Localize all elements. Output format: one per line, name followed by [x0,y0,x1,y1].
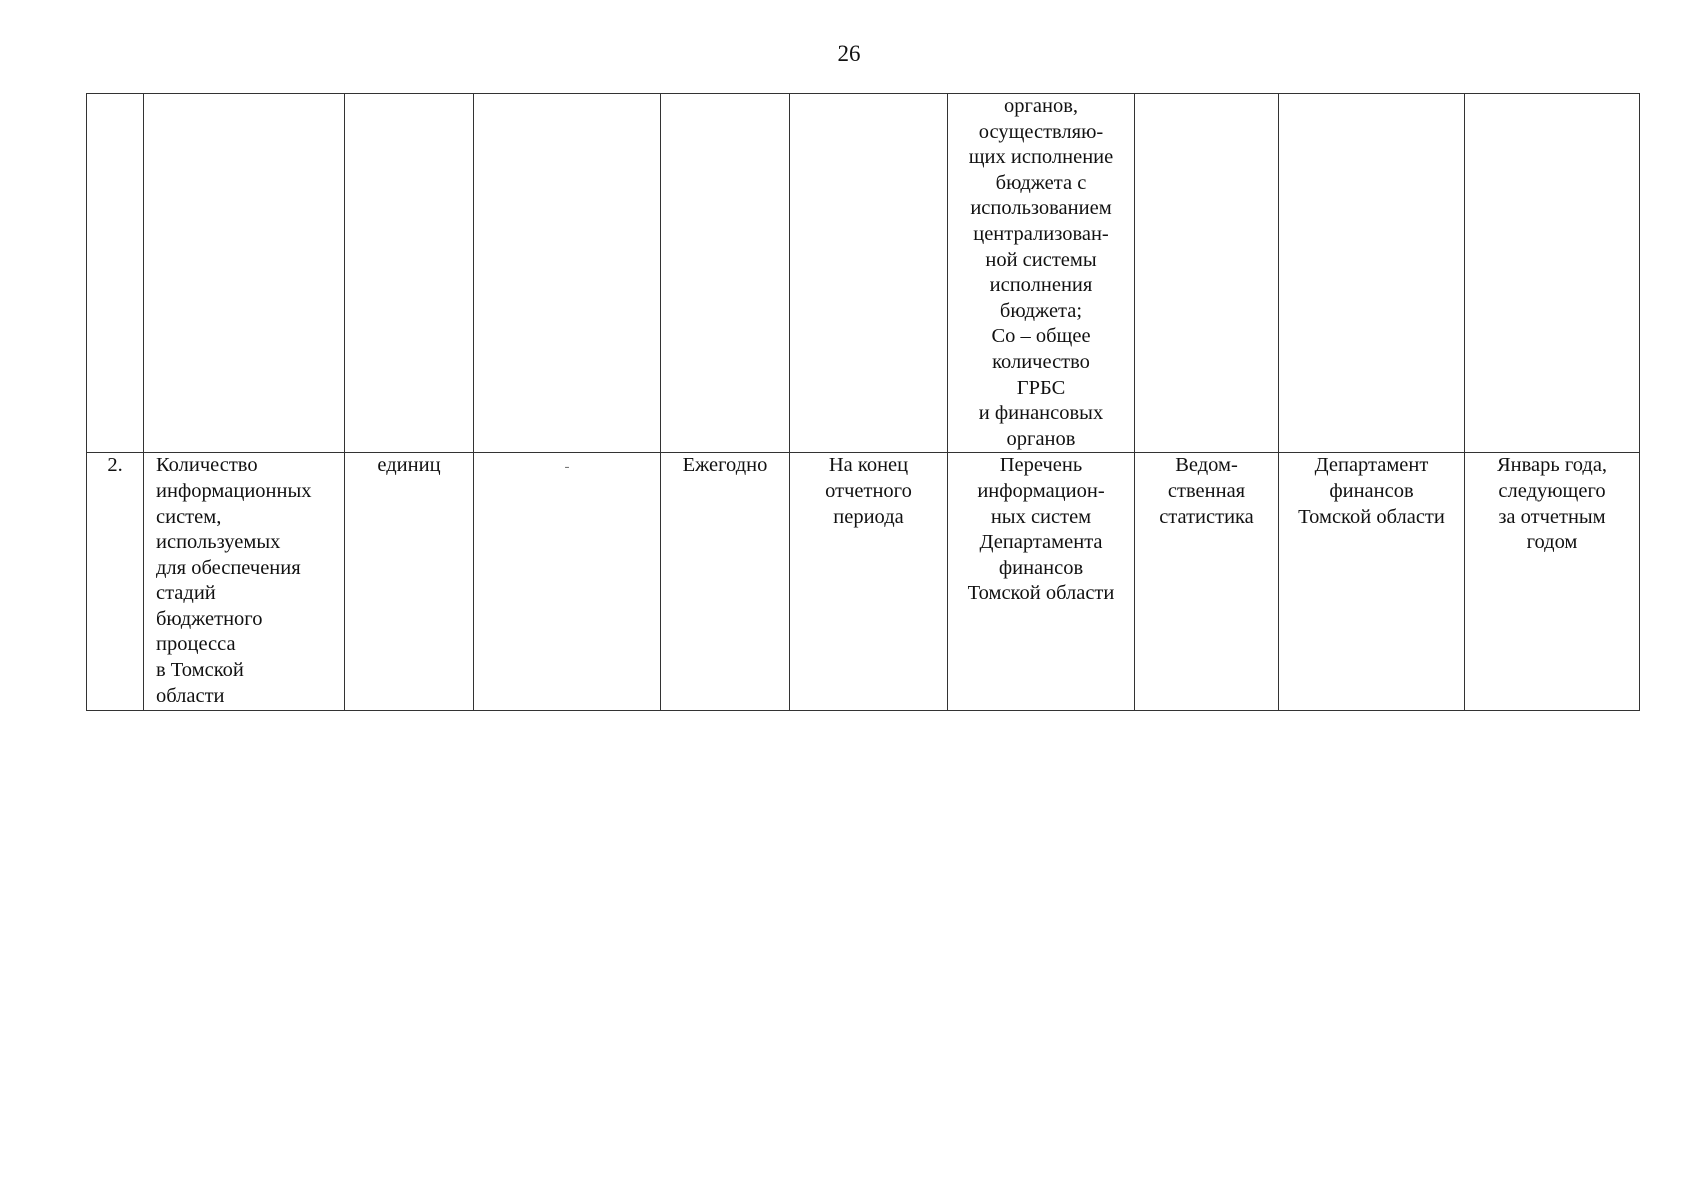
name-line: для обеспечения [156,556,301,579]
name-line: в Томской [156,659,244,682]
name-line: Количество [156,454,258,477]
indicator-table [86,93,1640,711]
cell-unit [345,94,474,453]
name-line: процесса [156,633,236,656]
method-line: бюджета; [999,299,1083,322]
responsible-line: финансов [1329,479,1414,502]
table-row-2 [87,453,1640,711]
name-line: стадий [156,582,216,605]
cell-data-source [1135,453,1279,711]
cell-definition [474,453,661,711]
source-line: Ведом- [1175,454,1238,477]
time-line: периода [833,505,904,528]
method-line: ной системы [985,248,1097,271]
method-line: осуществляю- [978,120,1104,143]
time-line: На конец [828,454,909,477]
method-line: ных систем [990,505,1092,528]
name-line: информационных [156,479,312,502]
method-line: Департамента [979,531,1103,554]
method-line: Томской области [967,582,1115,605]
name-line: используемых [156,531,281,554]
method-line: финансов [998,556,1084,579]
table-row-continuation [87,94,1640,453]
cell-time-characteristic [790,453,948,711]
name-line: систем, [156,505,222,528]
method-line: щих исполнение [968,146,1114,169]
method-line: ГРБС [1016,376,1066,399]
method-line: централизован- [973,222,1109,245]
name-line: бюджетного [156,607,263,630]
source-line: ственная [1167,479,1246,502]
method-line: Перечень [999,454,1083,477]
method-line: количество [992,350,1090,373]
deadline-line: Январь года, [1496,454,1608,477]
deadline-line: годом [1526,531,1578,554]
responsible-line: Департамент [1314,454,1429,477]
cell-periodicity: Ежегодно [661,453,790,711]
method-line: органов, [1003,95,1079,117]
method-line: органов [1006,427,1076,450]
time-line: отчетного [825,479,912,502]
deadline-line: следующего [1498,479,1606,502]
method-line: Со – общее [991,325,1091,348]
deadline-line: за отчетным [1498,505,1606,528]
cell-number: 2. [87,453,144,711]
source-line: статистика [1159,505,1254,528]
method-line: информацион- [977,479,1105,502]
method-line: и финансовых [978,402,1104,425]
cell-periodicity [661,94,790,453]
method-line: использованием [970,197,1112,220]
cell-indicator-name [144,453,345,711]
cell-data-source [1135,94,1279,453]
cell-deadline [1465,94,1640,453]
cell-deadline [1465,453,1640,711]
cell-unit: единиц [345,453,474,711]
cell-calculation-method [948,453,1135,711]
method-line: исполнения [989,274,1093,297]
name-line: области [156,684,225,707]
responsible-line: Томской области [1298,505,1445,528]
cell-definition [474,94,661,453]
page-number: 26 [837,41,861,66]
cell-time-characteristic [790,94,948,453]
cell-number [87,94,144,453]
definition-dash: - [564,459,570,476]
method-line: бюджета с [995,171,1087,194]
cell-indicator-name [144,94,345,453]
cell-responsible [1279,453,1465,711]
cell-responsible [1279,94,1465,453]
cell-calculation-method [948,94,1135,453]
